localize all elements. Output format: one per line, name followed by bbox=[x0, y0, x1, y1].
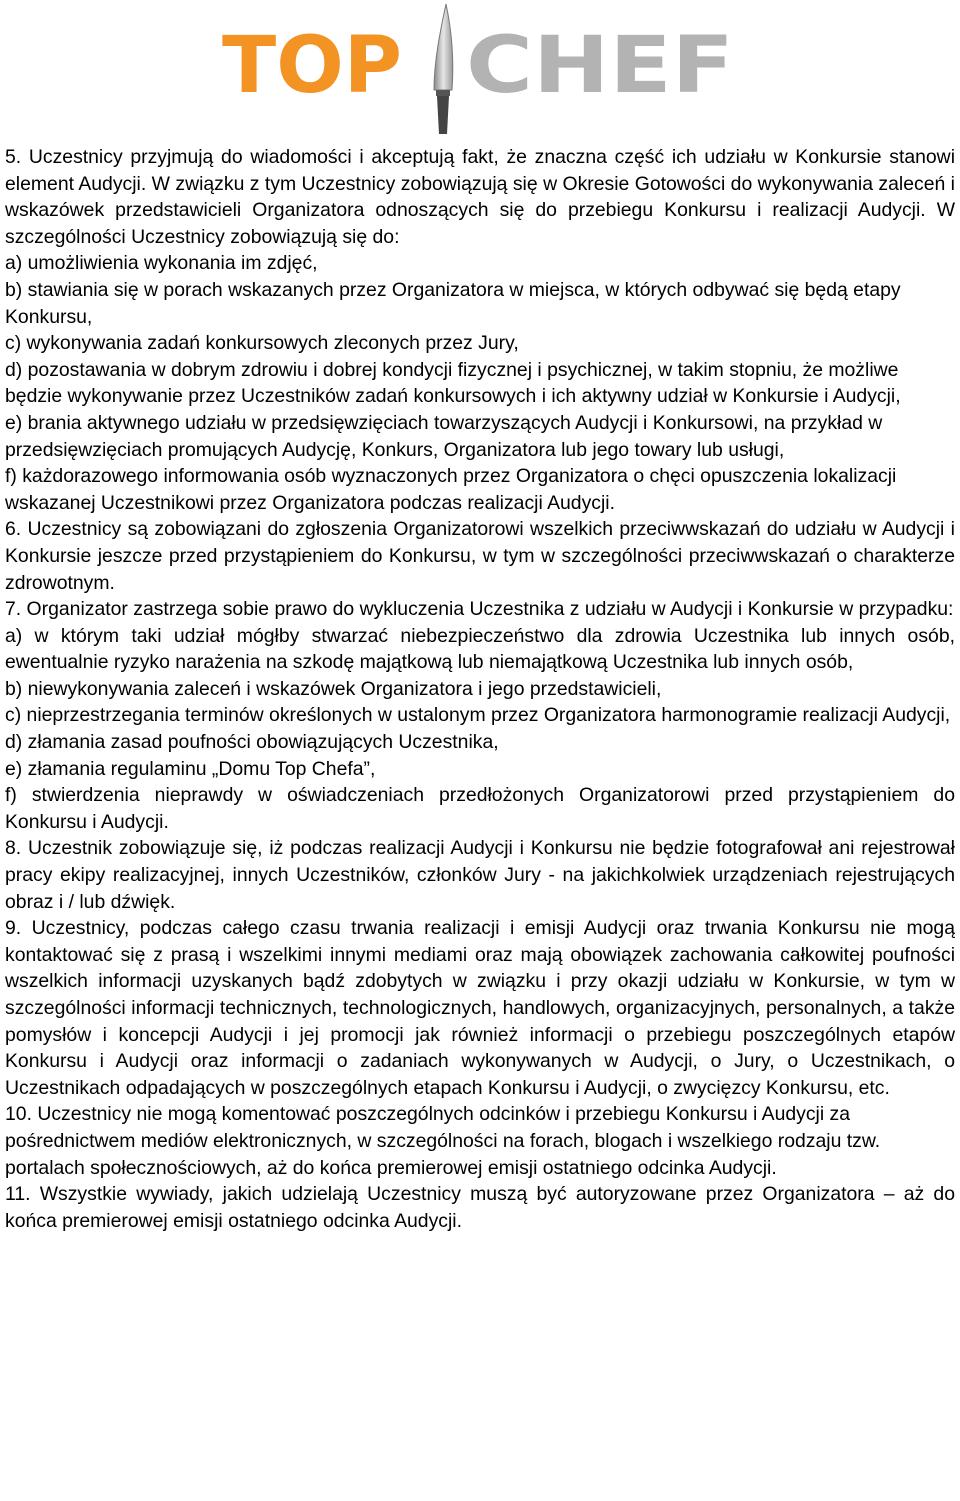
paragraph-9: 9. Uczestnicy, podczas całego czasu trwania realizacji i emisji Audycji oraz trwania Konkursu nie mogą kontaktować się z prasą i wszelkimi innymi mediami oraz mają obowiązek zachowania całkowitej poufności wszelkich informacji uzyskanych bądź zdobytych w związku i przy okazji udziału w Konkursie, w tym w szczególności informacji technicznych, technologicznych, handlowych, organizacyjnych, personalnych, a także pomysłów i koncepcji Audycji i jej promocji jak również informacji o przebiegu poszczególnych etapów Konkursu i Audycji oraz informacji o zadaniach wykonywanych w Audycji, o Jury, o Uczestnikach, o Uczestnikach odpadających w poszczególnych etapach Konkursu i Audycji, o zwycięzcy Konkursu, etc. bbox=[5, 917, 955, 1099]
item-7f: f) stwierdzenia nieprawdy w oświadczeniach przedłożonych Organizatorowi przed przystąpieniem do Konkursu i Audycji. bbox=[5, 784, 955, 833]
document-body bbox=[5, 144, 955, 1234]
logo-text-top: TOP bbox=[222, 21, 402, 111]
logo-text-chef: CHEF bbox=[466, 21, 734, 111]
item-7e: e) złamania regulaminu „Domu Top Chefa”, bbox=[5, 757, 376, 780]
item-7a: a) w którym taki udział mógłby stwarzać niebezpieczeństwo dla zdrowia Uczestnika lub innych osób, ewentualnie ryzyko narażenia na szkodę majątkową lub niemajątkową Uczestnika lub innych osób, bbox=[5, 624, 955, 674]
paragraph-11: 11. Wszystkie wywiady, jakich udzielają Uczestnicy muszą być autoryzowane przez Organizatora – aż do końca premierowej emisji ostatniego odcinka Audycji. bbox=[5, 1183, 955, 1232]
item-7c: c) nieprzestrzegania terminów określonych w ustalonym przez Organizatora harmonogramie realizacji Audycji, bbox=[5, 704, 951, 727]
paragraph-8: 8. Uczestnik zobowiązuje się, iż podczas realizacji Audycji i Konkursu nie będzie fotografował ani rejestrował pracy ekipy realizacyjnej, innych Uczestników, członków Jury - na jakichkolwiek urządzeniach rejestrujących obraz i / lub dźwięk. bbox=[5, 837, 955, 913]
item-7b: b) niewykonywania zaleceń i wskazówek Organizatora i jego przedstawicieli, bbox=[5, 677, 662, 700]
knife-icon bbox=[434, 4, 453, 90]
paragraph-7: 7. Organizator zastrzega sobie prawo do wykluczenia Uczestnika z udziału w Audycji i Konkursie w przypadku: bbox=[5, 598, 954, 621]
item-5a: a) umożliwienia wykonania im zdjęć, bbox=[5, 252, 318, 275]
header bbox=[0, 0, 960, 140]
item-5e: e) brania aktywnego udziału w przedsięwzięciach towarzyszących Audycji i Konkursowi, na przykład w przedsięwzięciach promujących Audycję, Konkurs, Organizatora lub jego towary lub usługi, bbox=[5, 411, 883, 461]
item-5b: b) stawiania się w porach wskazanych przez Organizatora w miejsca, w których odbywać się będą etapy Konkursu, bbox=[5, 278, 901, 328]
item-5f: f) każdorazowego informowania osób wyznaczonych przez Organizatora o chęci opuszczenia lokalizacji wskazanej Uczestnikowi przez Organizatora podczas realizacji Audycji. bbox=[5, 465, 897, 514]
item-7d: d) złamania zasad poufności obowiązujących Uczestnika, bbox=[5, 731, 499, 754]
paragraph-6: 6. Uczestnicy są zobowiązani do zgłoszenia Organizatorowi wszelkich przeciwwskazań do udziału w Audycji i Konkursie jeszcze przed przystąpieniem do Konkursu, w tym w szczególności przeciwwskazań o charakterze zdrowotnym. bbox=[5, 518, 955, 594]
top-chef-logo bbox=[222, 2, 742, 138]
item-5d: d) pozostawania w dobrym zdrowiu i dobrej kondycji fizycznej i psychicznej, w takim stopniu, że możliwe będzie wykonywanie przez Uczestników zadań konkursowych i ich aktywny udział w Konkursie i Audycji, bbox=[5, 358, 901, 408]
item-5c: c) wykonywania zadań konkursowych zleconych przez Jury, bbox=[5, 332, 519, 355]
paragraph-5: 5. Uczestnicy przyjmują do wiadomości i akceptują fakt, że znaczna część ich udziału w Konkursie stanowi element Audycji. W związku z tym Uczestnicy zobowiązują się w Okresie Gotowości do wykonywania zaleceń i wskazówek przedstawicieli Organizatora odnoszących się do przebiegu Konkursu i realizacji Audycji. W szczególności Uczestnicy zobowiązują się do: bbox=[5, 146, 955, 248]
paragraph-10: 10. Uczestnicy nie mogą komentować poszczególnych odcinków i przebiegu Konkursu i Audycji za pośrednictwem mediów elektronicznych, w szczególności na forach, blogach i wszelkiego rodzaju tzw. portalach społecznościowych, aż do końca premierowej emisji ostatniego odcinka Audycji. bbox=[5, 1103, 881, 1179]
